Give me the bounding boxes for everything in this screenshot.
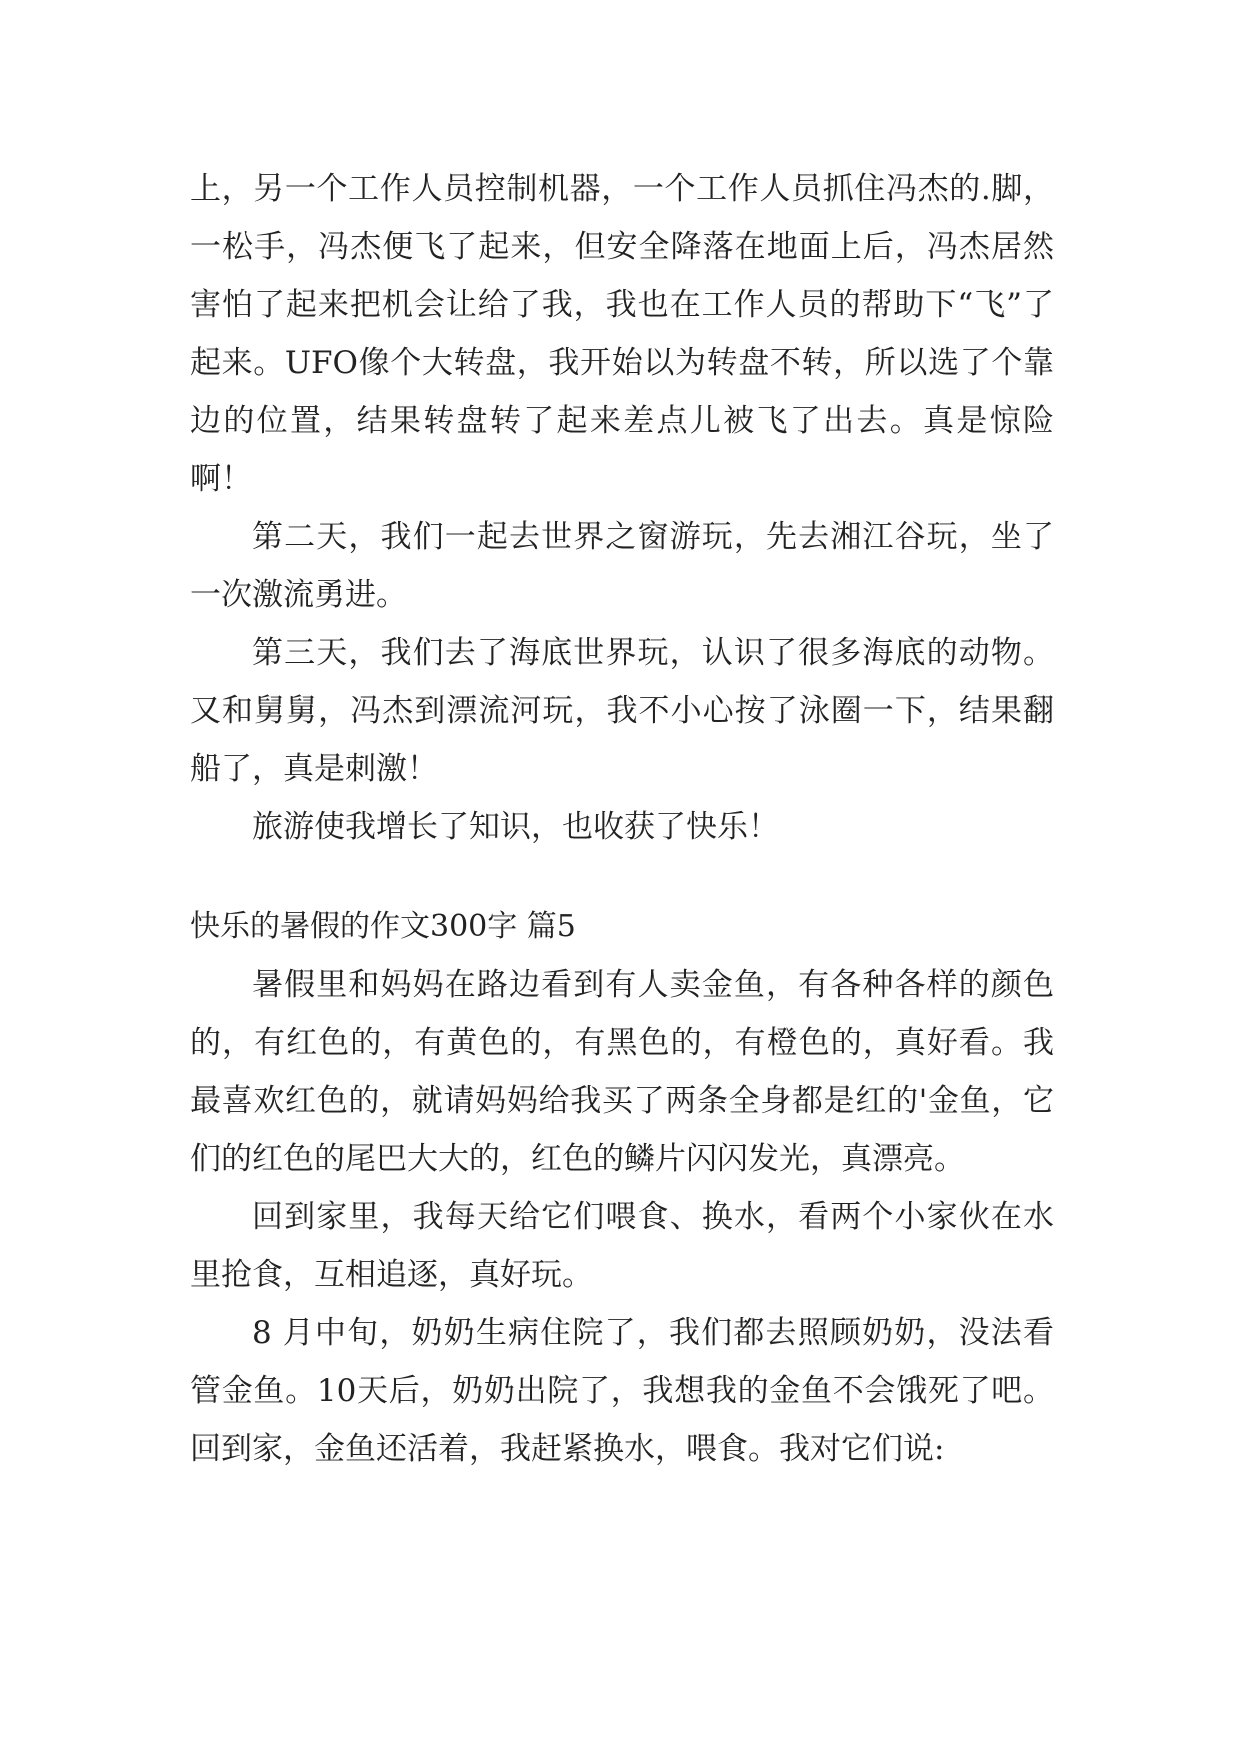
paragraph-day-three: 第三天，我们去了海底世界玩，认识了很多海底的动物。又和舅舅，冯杰到漂流河玩，我不小心按了泳圈一下，结果翻船了，真是刺激！ [190,635,1054,787]
paragraph-goldfish-purchase: 暑假里和妈妈在路边看到有人卖金鱼，有各种各样的颜色的，有红色的，有黄色的，有黑色的，有橙色的，真好看。我最喜欢红色的，就请妈妈给我买了两条全身都是红的'金鱼，它们的红色的尾巴大大的，红色的鳞片闪闪发光，真漂亮。 [190,967,1054,1177]
document-body [190,160,1054,1478]
paragraph-feeding: 回到家里，我每天给它们喂食、换水，看两个小家伙在水里抢食，互相追逐，真好玩。 [190,1199,1054,1293]
paragraph-day-two: 第二天，我们一起去世界之窗游玩，先去湘江谷玩，坐了一次激流勇进。 [190,519,1054,613]
section-heading: 快乐的暑假的作文300字 篇5 [190,909,576,944]
paragraph-grandma-hospital: 8 月中旬，奶奶生病住院了，我们都去照顾奶奶，没法看管金鱼。10天后，奶奶出院了，我想我的金鱼不会饿死了吧。回到家，金鱼还活着，我赶紧换水，喂食。我对它们说: [190,1315,1054,1467]
paragraph-ufo-ride: 上，另一个工作人员控制机器，一个工作人员抓住冯杰的.脚，一松手，冯杰便飞了起来，但安全降落在地面上后，冯杰居然害怕了起来把机会让给了我，我也在工作人员的帮助下“飞”了起来。UFO像个大转盘，我开始以为转盘不转，所以选了个靠边的位置，结果转盘转了起来差点儿被飞了出去。真是惊险啊！ [190,171,1054,497]
paragraph-conclusion: 旅游使我增长了知识，也收获了快乐！ [252,809,779,845]
